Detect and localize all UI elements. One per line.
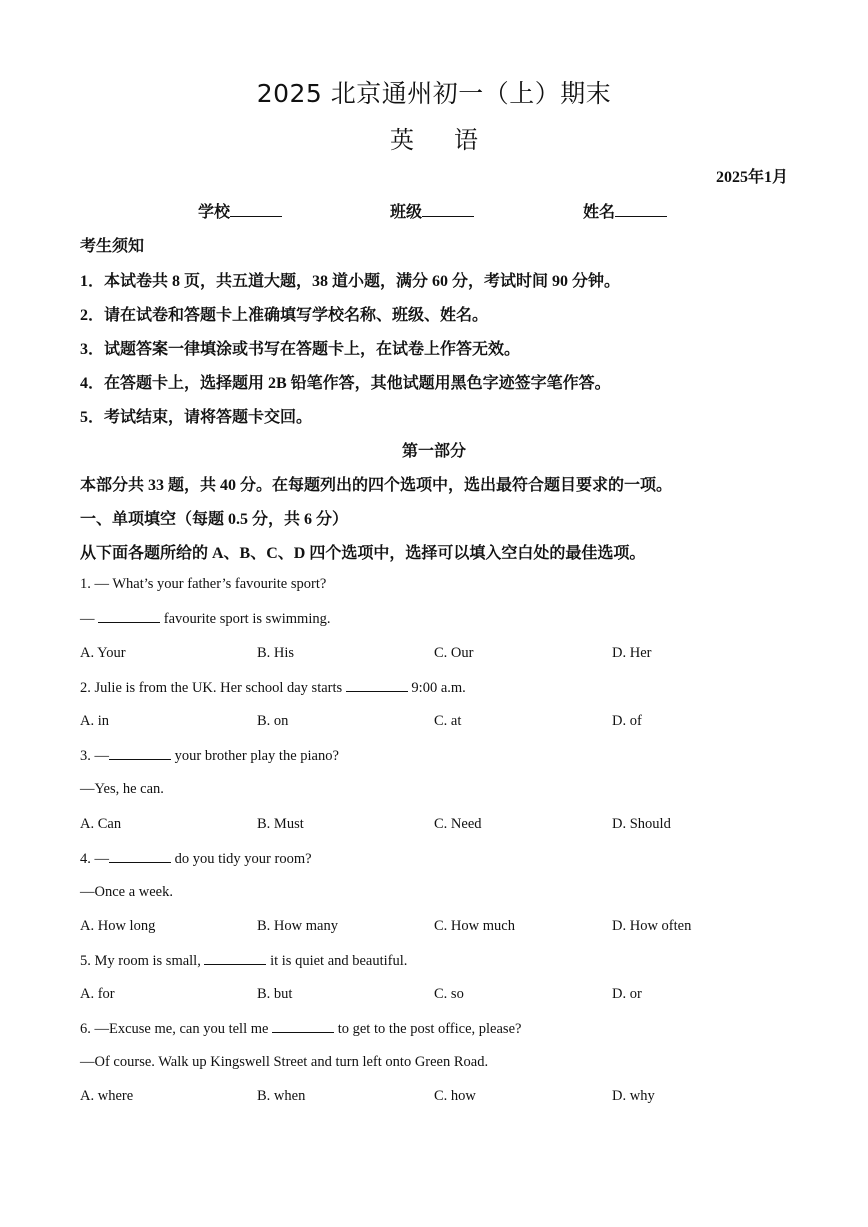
option-a: A. Your [80,645,126,661]
question-6-reply: —Of course. Walk up Kingswell Street and turn left onto Green Road. [80,1054,489,1070]
question-6-stem [80,1020,521,1038]
stem-text: to get to the post office, please? [334,1021,522,1037]
option-c: C. so [434,986,464,1002]
notice-item: 1．本试卷共 8 页，共五道大题，38 道小题，满分 60 分，考试时间 90 分钟。 [80,273,621,290]
option-b: B. His [257,645,295,661]
answer-blank [109,850,171,863]
part-intro: 本部分共 33 题，共 40 分。在每题列出的四个选项中，选出最符合题目要求的一项。 [80,477,673,494]
option-c: C. Our [434,645,474,661]
question-3-reply: —Yes, he can. [80,781,164,797]
option-c: C. How much [434,918,515,934]
option-a: A. where [80,1088,134,1104]
name-field [583,199,667,222]
option-a: A. in [80,713,109,729]
name-label: 姓名 [583,204,616,221]
stem-text: 3. — [80,748,109,764]
notice-item: 5．考试结束，请将答题卡交回。 [80,409,313,426]
dialog-dash: — [80,611,99,627]
option-d: D. of [612,713,642,729]
question-1-stem: 1. — What’s your father’s favourite sport? [80,576,327,592]
answer-blank [272,1020,334,1033]
exam-date: 2025年1月 [715,169,788,186]
question-1-answer-line [80,610,331,628]
option-a: A. for [80,986,115,1002]
option-b: B. How many [257,918,338,934]
answer-blank [109,747,171,760]
part-title: 第一部分 [401,443,466,460]
option-b: B. Must [257,816,304,832]
question-3-stem [80,747,339,765]
option-d: D. How often [612,918,692,934]
stem-text: 5. My room is small, [80,953,205,969]
stem-text: do you tidy your room? [171,851,312,867]
name-blank [615,200,667,217]
option-c: C. how [434,1088,476,1104]
subject-title: 英语 [390,126,518,154]
school-label: 学校 [198,204,231,221]
stem-text: your brother play the piano? [171,748,339,764]
exam-title: 2025 北京通州初一（上）期末 [256,79,612,108]
stem-text: 4. — [80,851,109,867]
option-c: C. at [434,713,462,729]
school-field [198,199,282,222]
school-blank [230,200,282,217]
question-2-stem [80,679,466,697]
class-label: 班级 [390,204,423,221]
option-d: D. Should [612,816,671,832]
stem-text: it is quiet and beautiful. [266,953,408,969]
option-c: C. Need [434,816,482,832]
answer-blank [98,610,160,623]
stem-text: 9:00 a.m. [407,680,466,696]
section-instruction: 从下面各题所给的 A、B、C、D 四个选项中，选择可以填入空白处的最佳选项。 [80,545,646,562]
class-field [390,199,474,222]
option-b: B. when [257,1088,306,1104]
class-blank [422,200,474,217]
stem-text: 2. Julie is from the UK. Her school day starts [80,680,346,696]
notice-item: 2．请在试卷和答题卡上准确填写学校名称、班级、姓名。 [80,307,489,324]
notice-item: 3．试题答案一律填涂或书写在答题卡上，在试卷上作答无效。 [80,341,521,358]
option-b: B. but [257,986,293,1002]
dialog-text: favourite sport is swimming. [160,611,331,627]
question-4-reply: —Once a week. [80,884,173,900]
option-a: A. How long [80,918,156,934]
notice-item: 4．在答题卡上，选择题用 2B 铅笔作答，其他试题用黑色字迹签字笔作答。 [80,375,611,392]
question-4-stem [80,850,312,868]
option-d: D. why [612,1088,655,1104]
question-5-stem [80,952,407,970]
option-d: D. or [612,986,642,1002]
option-d: D. Her [612,645,652,661]
stem-text: 6. —Excuse me, can you tell me [80,1021,273,1037]
notice-heading: 考生须知 [80,238,145,255]
section-heading: 一、单项填空（每题 0.5 分，共 6 分） [80,511,349,528]
option-b: B. on [257,713,289,729]
answer-blank [346,679,408,692]
option-a: A. Can [80,816,122,832]
answer-blank [204,952,266,965]
